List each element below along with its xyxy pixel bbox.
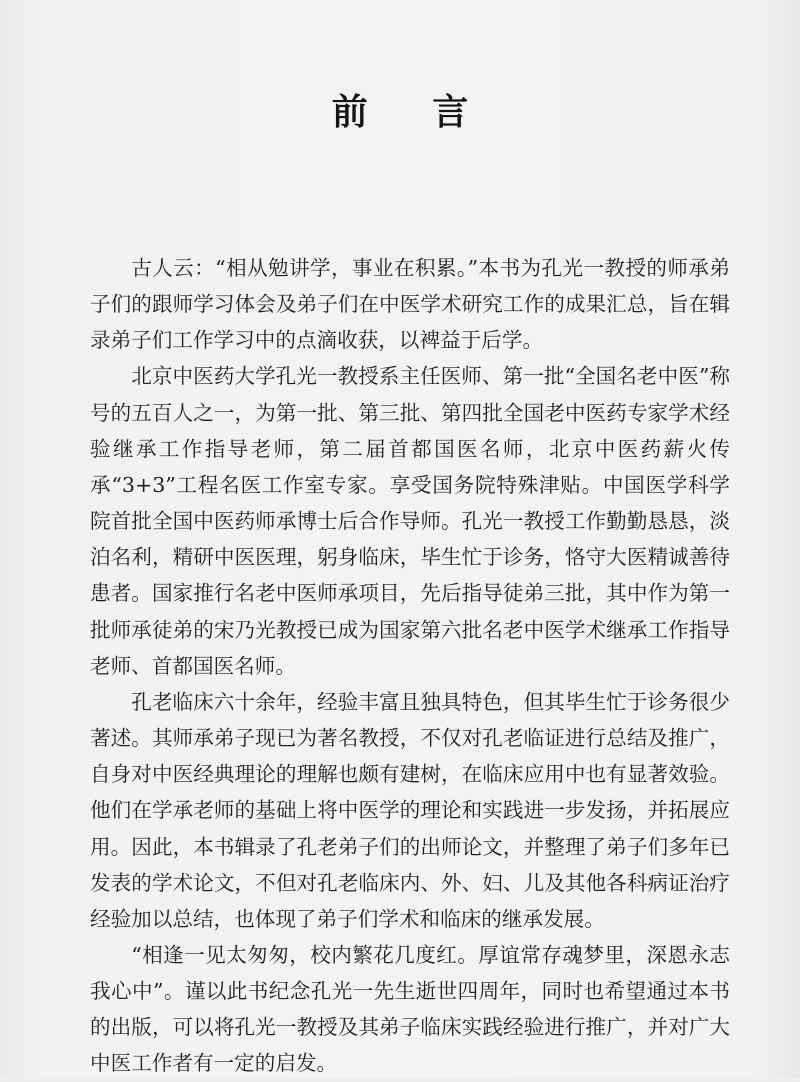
preface-body <box>90 250 730 1082</box>
paragraph-2: 北京中医药大学孔光一教授系主任医师、第一批“全国名老中医”称号的五百人之一，为第一批、第三批、第四批全国老中医药专家学术经验继承工作指导老师，第二届首都国医名师，北京中医药薪火传承“3+3”工程名医工作室专家。享受国务院特殊津贴。中国医学科学院首批全国中医药师承博士后合作导师。孔光一教授工作勤勤恳恳，淡泊名利，精研中医医理，躬身临床，毕生忙于诊务，恪守大医精诚善待患者。国家推行名老中医师承项目，先后指导徒弟三批，其中作为第一批师承徒弟的宋乃光教授已成为国家第六批名老中医学术继承工作指导老师、首都国医名师。 <box>90 364 730 678</box>
page-title: 前 言 <box>331 91 495 133</box>
paragraph-1: 古人云：“相从勉讲学，事业在积累。”本书为孔光一教授的师承弟子们的跟师学习体会及弟子们在中医学术研究工作的成果汇总，旨在辑录弟子们工作学习中的点滴收获，以裨益于后学。 <box>90 256 730 353</box>
paragraph-4: “相逢一见太匆匆，校内繁花几度红。厚谊常存魂梦里，深恩永志我心中”。谨以此书纪念孔光一先生逝世四周年，同时也希望通过本书的出版，可以将孔光一教授及其弟子临床实践经验进行推广，并对广大中医工作者有一定的启发。 <box>90 942 730 1076</box>
paragraph-3: 孔老临床六十余年，经验丰富且独具特色，但其毕生忙于诊务很少著述。其师承弟子现已为著名教授，不仅对孔老临证进行总结及推广，自身对中医经典理论的理解也颇有建树，在临床应用中也有显著效验。他们在学承老师的基础上将中医学的理论和实践进一步发扬，并拓展应用。因此，本书辑录了孔老弟子们的出师论文，并整理了弟子们多年已发表的学术论文，不但对孔老临床内、外、妇、儿及其他各科病证治疗经验加以总结，也体现了弟子们学术和临床的继承发展。 <box>90 689 730 931</box>
